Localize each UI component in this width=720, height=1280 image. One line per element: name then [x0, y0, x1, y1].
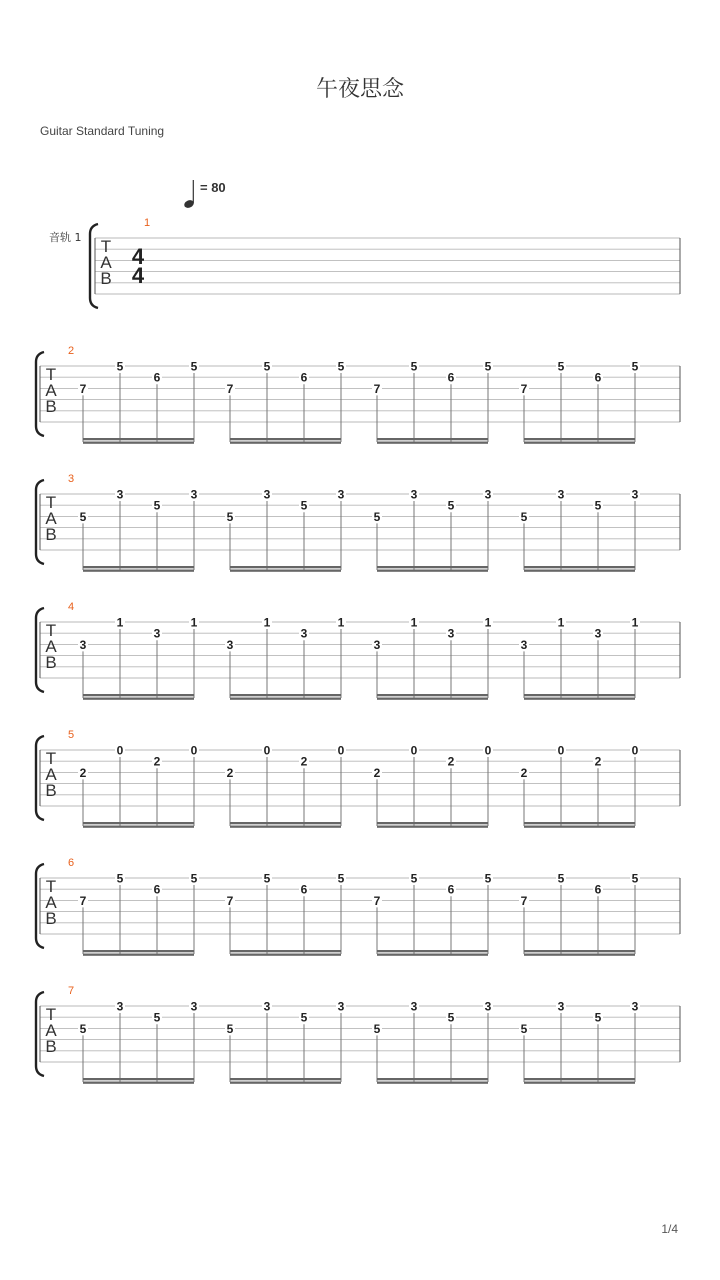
fret-number: 6	[594, 370, 602, 385]
fret-number: 5	[410, 359, 418, 374]
beam-secondary	[377, 570, 488, 572]
fret-number: 1	[337, 615, 345, 630]
fret-number: 5	[631, 871, 639, 886]
fret-number: 3	[447, 626, 455, 641]
fret-number: 0	[484, 743, 492, 758]
fret-number: 3	[373, 637, 381, 652]
tab-clef-letter: T	[100, 237, 112, 256]
fret-number: 0	[557, 743, 565, 758]
fret-number: 5	[116, 359, 124, 374]
note-group	[372, 616, 493, 700]
fret-number: 1	[410, 615, 418, 630]
staff-system-2	[36, 345, 680, 444]
note-group	[519, 872, 640, 956]
fret-number: 3	[263, 999, 271, 1014]
fret-number: 7	[226, 381, 234, 396]
fret-number: 2	[79, 765, 87, 780]
beam-secondary	[230, 442, 341, 444]
fret-number: 0	[190, 743, 198, 758]
note-group	[225, 1000, 346, 1084]
note-group	[519, 488, 640, 572]
score-title: 午夜思念	[315, 77, 404, 102]
beam-secondary	[524, 954, 635, 956]
measure-number: 6	[68, 857, 75, 869]
fret-number: 5	[337, 359, 345, 374]
beam-primary	[230, 822, 341, 824]
fret-number: 7	[79, 381, 87, 396]
beam-secondary	[83, 698, 194, 700]
fret-number: 7	[520, 893, 528, 908]
fret-number: 5	[79, 509, 87, 524]
beam-secondary	[230, 826, 341, 828]
beam-primary	[83, 694, 194, 696]
tab-clef-letter: T	[45, 877, 57, 896]
fret-number: 2	[520, 765, 528, 780]
beam-secondary	[83, 826, 194, 828]
fret-number: 3	[520, 637, 528, 652]
fret-number: 2	[153, 754, 161, 769]
note-group	[225, 616, 346, 700]
fret-number: 3	[337, 487, 345, 502]
fret-number: 3	[484, 487, 492, 502]
beam-primary	[524, 438, 635, 440]
tuning-label: Guitar Standard Tuning	[40, 124, 165, 138]
tab-clef-letter: T	[45, 749, 57, 768]
note-group	[225, 360, 346, 444]
fret-number: 5	[373, 1021, 381, 1036]
note-group	[519, 744, 640, 828]
tab-clef-letter: A	[45, 509, 57, 528]
tab-clef-letter: A	[45, 1021, 57, 1040]
staff-system-5	[36, 729, 680, 828]
fret-number: 3	[557, 999, 565, 1014]
beam-primary	[524, 950, 635, 952]
fret-number: 5	[79, 1021, 87, 1036]
note-group	[372, 488, 493, 572]
fret-number: 5	[337, 871, 345, 886]
measure-number: 3	[68, 473, 75, 485]
fret-number: 6	[153, 882, 161, 897]
beam-secondary	[83, 570, 194, 572]
fret-number: 1	[116, 615, 124, 630]
beam-secondary	[83, 954, 194, 956]
fret-number: 6	[447, 882, 455, 897]
fret-number: 2	[594, 754, 602, 769]
beam-primary	[524, 566, 635, 568]
fret-number: 5	[153, 1010, 161, 1025]
tab-clef-letter: T	[45, 493, 57, 512]
fret-number: 3	[116, 487, 124, 502]
fret-number: 5	[484, 359, 492, 374]
fret-number: 3	[337, 999, 345, 1014]
beam-primary	[377, 950, 488, 952]
fret-number: 0	[631, 743, 639, 758]
beam-secondary	[524, 442, 635, 444]
note-group	[372, 1000, 493, 1084]
tab-clef-letter: B	[45, 397, 57, 416]
note-group	[519, 360, 640, 444]
fret-number: 6	[300, 370, 308, 385]
fret-number: 5	[153, 498, 161, 513]
fret-number: 5	[226, 509, 234, 524]
note-group	[78, 360, 199, 444]
beam-secondary	[377, 698, 488, 700]
time-signature-digit: 4	[131, 263, 145, 288]
beam-secondary	[377, 442, 488, 444]
fret-number: 0	[337, 743, 345, 758]
fret-number: 6	[447, 370, 455, 385]
fret-number: 3	[594, 626, 602, 641]
tab-clef-letter: A	[45, 765, 57, 784]
note-group	[78, 1000, 199, 1084]
tab-clef-letter: B	[45, 525, 57, 544]
beam-secondary	[377, 1082, 488, 1084]
note-group	[372, 744, 493, 828]
beam-primary	[83, 822, 194, 824]
note-group	[225, 872, 346, 956]
fret-number: 3	[557, 487, 565, 502]
fret-number: 7	[79, 893, 87, 908]
fret-number: 5	[410, 871, 418, 886]
fret-number: 2	[373, 765, 381, 780]
page-number: 1/4	[661, 1222, 678, 1236]
fret-number: 1	[557, 615, 565, 630]
beam-primary	[230, 1078, 341, 1080]
fret-number: 5	[263, 359, 271, 374]
beam-primary	[83, 1078, 194, 1080]
beam-primary	[377, 1078, 488, 1080]
tempo-text: = 80	[200, 180, 226, 195]
staff-system-4	[36, 601, 680, 700]
fret-number: 5	[484, 871, 492, 886]
fret-number: 5	[226, 1021, 234, 1036]
track-label: 音轨 1	[49, 231, 82, 244]
fret-number: 2	[300, 754, 308, 769]
note-group	[519, 616, 640, 700]
fret-number: 3	[631, 999, 639, 1014]
fret-number: 2	[447, 754, 455, 769]
staff-system-7	[36, 985, 680, 1084]
system-bracket	[90, 224, 98, 308]
beam-secondary	[377, 954, 488, 956]
beam-primary	[83, 950, 194, 952]
beam-primary	[83, 566, 194, 568]
fret-number: 5	[520, 1021, 528, 1036]
tab-clef-letter: A	[45, 637, 57, 656]
beam-primary	[377, 822, 488, 824]
note-group	[78, 616, 199, 700]
fret-number: 1	[190, 615, 198, 630]
fret-number: 3	[410, 999, 418, 1014]
fret-number: 3	[226, 637, 234, 652]
beam-secondary	[524, 1082, 635, 1084]
fret-number: 5	[373, 509, 381, 524]
time-signature-digit: 4	[131, 244, 145, 269]
fret-number: 5	[557, 871, 565, 886]
beam-primary	[524, 1078, 635, 1080]
fret-number: 3	[263, 487, 271, 502]
fret-number: 0	[263, 743, 271, 758]
staff-system-1	[90, 217, 680, 308]
fret-number: 2	[226, 765, 234, 780]
fret-number: 3	[631, 487, 639, 502]
fret-number: 3	[410, 487, 418, 502]
beam-primary	[230, 566, 341, 568]
beam-primary	[524, 694, 635, 696]
tab-clef-letter: A	[100, 253, 112, 272]
beam-secondary	[230, 570, 341, 572]
beam-primary	[377, 694, 488, 696]
fret-number: 7	[226, 893, 234, 908]
tab-clef-letter: T	[45, 365, 57, 384]
beam-primary	[230, 950, 341, 952]
fret-number: 0	[116, 743, 124, 758]
fret-number: 7	[520, 381, 528, 396]
beam-secondary	[83, 1082, 194, 1084]
beam-secondary	[230, 698, 341, 700]
fret-number: 6	[300, 882, 308, 897]
beam-secondary	[230, 1082, 341, 1084]
fret-number: 6	[594, 882, 602, 897]
fret-number: 6	[153, 370, 161, 385]
beam-primary	[377, 438, 488, 440]
fret-number: 3	[190, 999, 198, 1014]
tab-clef-letter: B	[100, 269, 112, 288]
beam-secondary	[524, 826, 635, 828]
note-group	[78, 872, 199, 956]
note-group	[225, 744, 346, 828]
fret-number: 5	[190, 359, 198, 374]
note-group	[372, 360, 493, 444]
measure-number: 2	[68, 345, 75, 357]
fret-number: 3	[153, 626, 161, 641]
fret-number: 3	[116, 999, 124, 1014]
fret-number: 5	[300, 498, 308, 513]
fret-number: 5	[300, 1010, 308, 1025]
note-group	[225, 488, 346, 572]
staff-system-3	[36, 473, 680, 572]
staff-system-6	[36, 857, 680, 956]
beam-primary	[377, 566, 488, 568]
fret-number: 5	[447, 498, 455, 513]
beam-secondary	[524, 570, 635, 572]
tab-clef-letter: A	[45, 893, 57, 912]
beam-secondary	[83, 442, 194, 444]
tab-clef-letter: B	[45, 909, 57, 928]
measure-number: 5	[68, 729, 75, 741]
measure-number: 4	[68, 601, 75, 613]
fret-number: 5	[447, 1010, 455, 1025]
beam-primary	[230, 438, 341, 440]
note-group	[78, 744, 199, 828]
fret-number: 5	[263, 871, 271, 886]
note-group	[372, 872, 493, 956]
measure-number: 7	[68, 985, 75, 997]
note-group	[78, 488, 199, 572]
tab-clef-letter: B	[45, 781, 57, 800]
fret-number: 3	[300, 626, 308, 641]
fret-number: 5	[594, 1010, 602, 1025]
beam-secondary	[377, 826, 488, 828]
fret-number: 1	[631, 615, 639, 630]
measure-number: 1	[144, 217, 151, 229]
fret-number: 5	[190, 871, 198, 886]
fret-number: 1	[484, 615, 492, 630]
tab-clef-letter: B	[45, 653, 57, 672]
fret-number: 7	[373, 893, 381, 908]
beam-primary	[524, 822, 635, 824]
beam-secondary	[524, 698, 635, 700]
beam-primary	[230, 694, 341, 696]
fret-number: 1	[263, 615, 271, 630]
tab-clef-letter: A	[45, 381, 57, 400]
fret-number: 3	[484, 999, 492, 1014]
fret-number: 5	[116, 871, 124, 886]
note-group	[519, 1000, 640, 1084]
beam-primary	[83, 438, 194, 440]
beam-secondary	[230, 954, 341, 956]
fret-number: 5	[594, 498, 602, 513]
fret-number: 5	[631, 359, 639, 374]
fret-number: 3	[190, 487, 198, 502]
tab-clef-letter: T	[45, 621, 57, 640]
fret-number: 0	[410, 743, 418, 758]
fret-number: 7	[373, 381, 381, 396]
fret-number: 5	[557, 359, 565, 374]
tab-clef-letter: T	[45, 1005, 57, 1024]
tab-clef-letter: B	[45, 1037, 57, 1056]
fret-number: 5	[520, 509, 528, 524]
fret-number: 3	[79, 637, 87, 652]
